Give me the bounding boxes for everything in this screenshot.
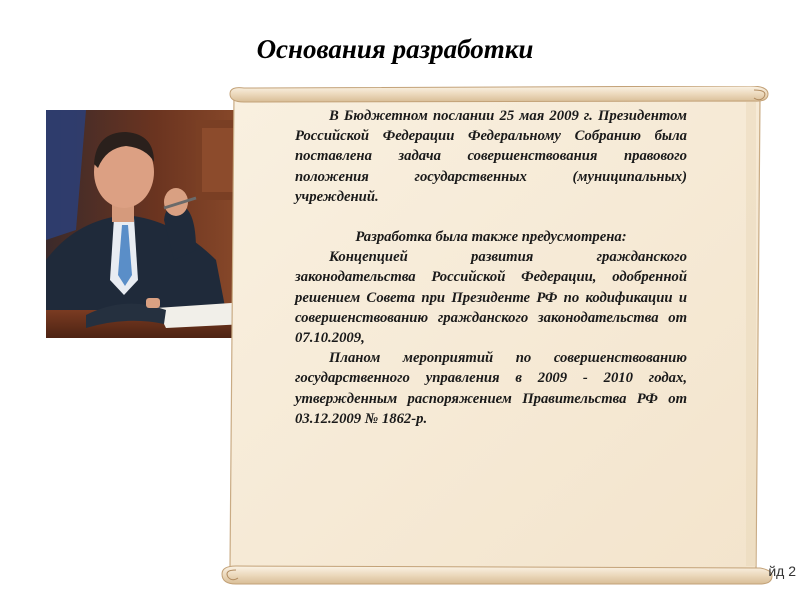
paragraph-also-provided: Разработка была также предусмотрена: [355,229,627,246]
paragraph-concept: Концепцией развития гражданского законодательства Российской Федерации, одобренной решением Совета при Президенте РФ по кодификации и совершенствованию гражданского законодательства от 07.10.2009, [295,249,687,347]
paragraph-budget-message: В Бюджетном послании 25 мая 2009 г. Президентом Российской Федерации Федеральному Собранию была поставлена задача совершенствования правового положения государственных (муниципальных) учреждений. [295,108,687,205]
page-title: Основания разработки [256,34,534,64]
paragraph-plan: Планом мероприятий по совершенствованию государственного управления в 2009 - 2010 годах, утвержденным распоряжением Правительства РФ от 03.12.2009 № 1862-р. [295,350,687,427]
person-portrait-icon [46,110,246,338]
portrait-photo [46,110,246,338]
parchment-scroll [220,86,776,586]
scroll-text-block [295,106,687,429]
slide-number: йд 2 [768,563,796,579]
